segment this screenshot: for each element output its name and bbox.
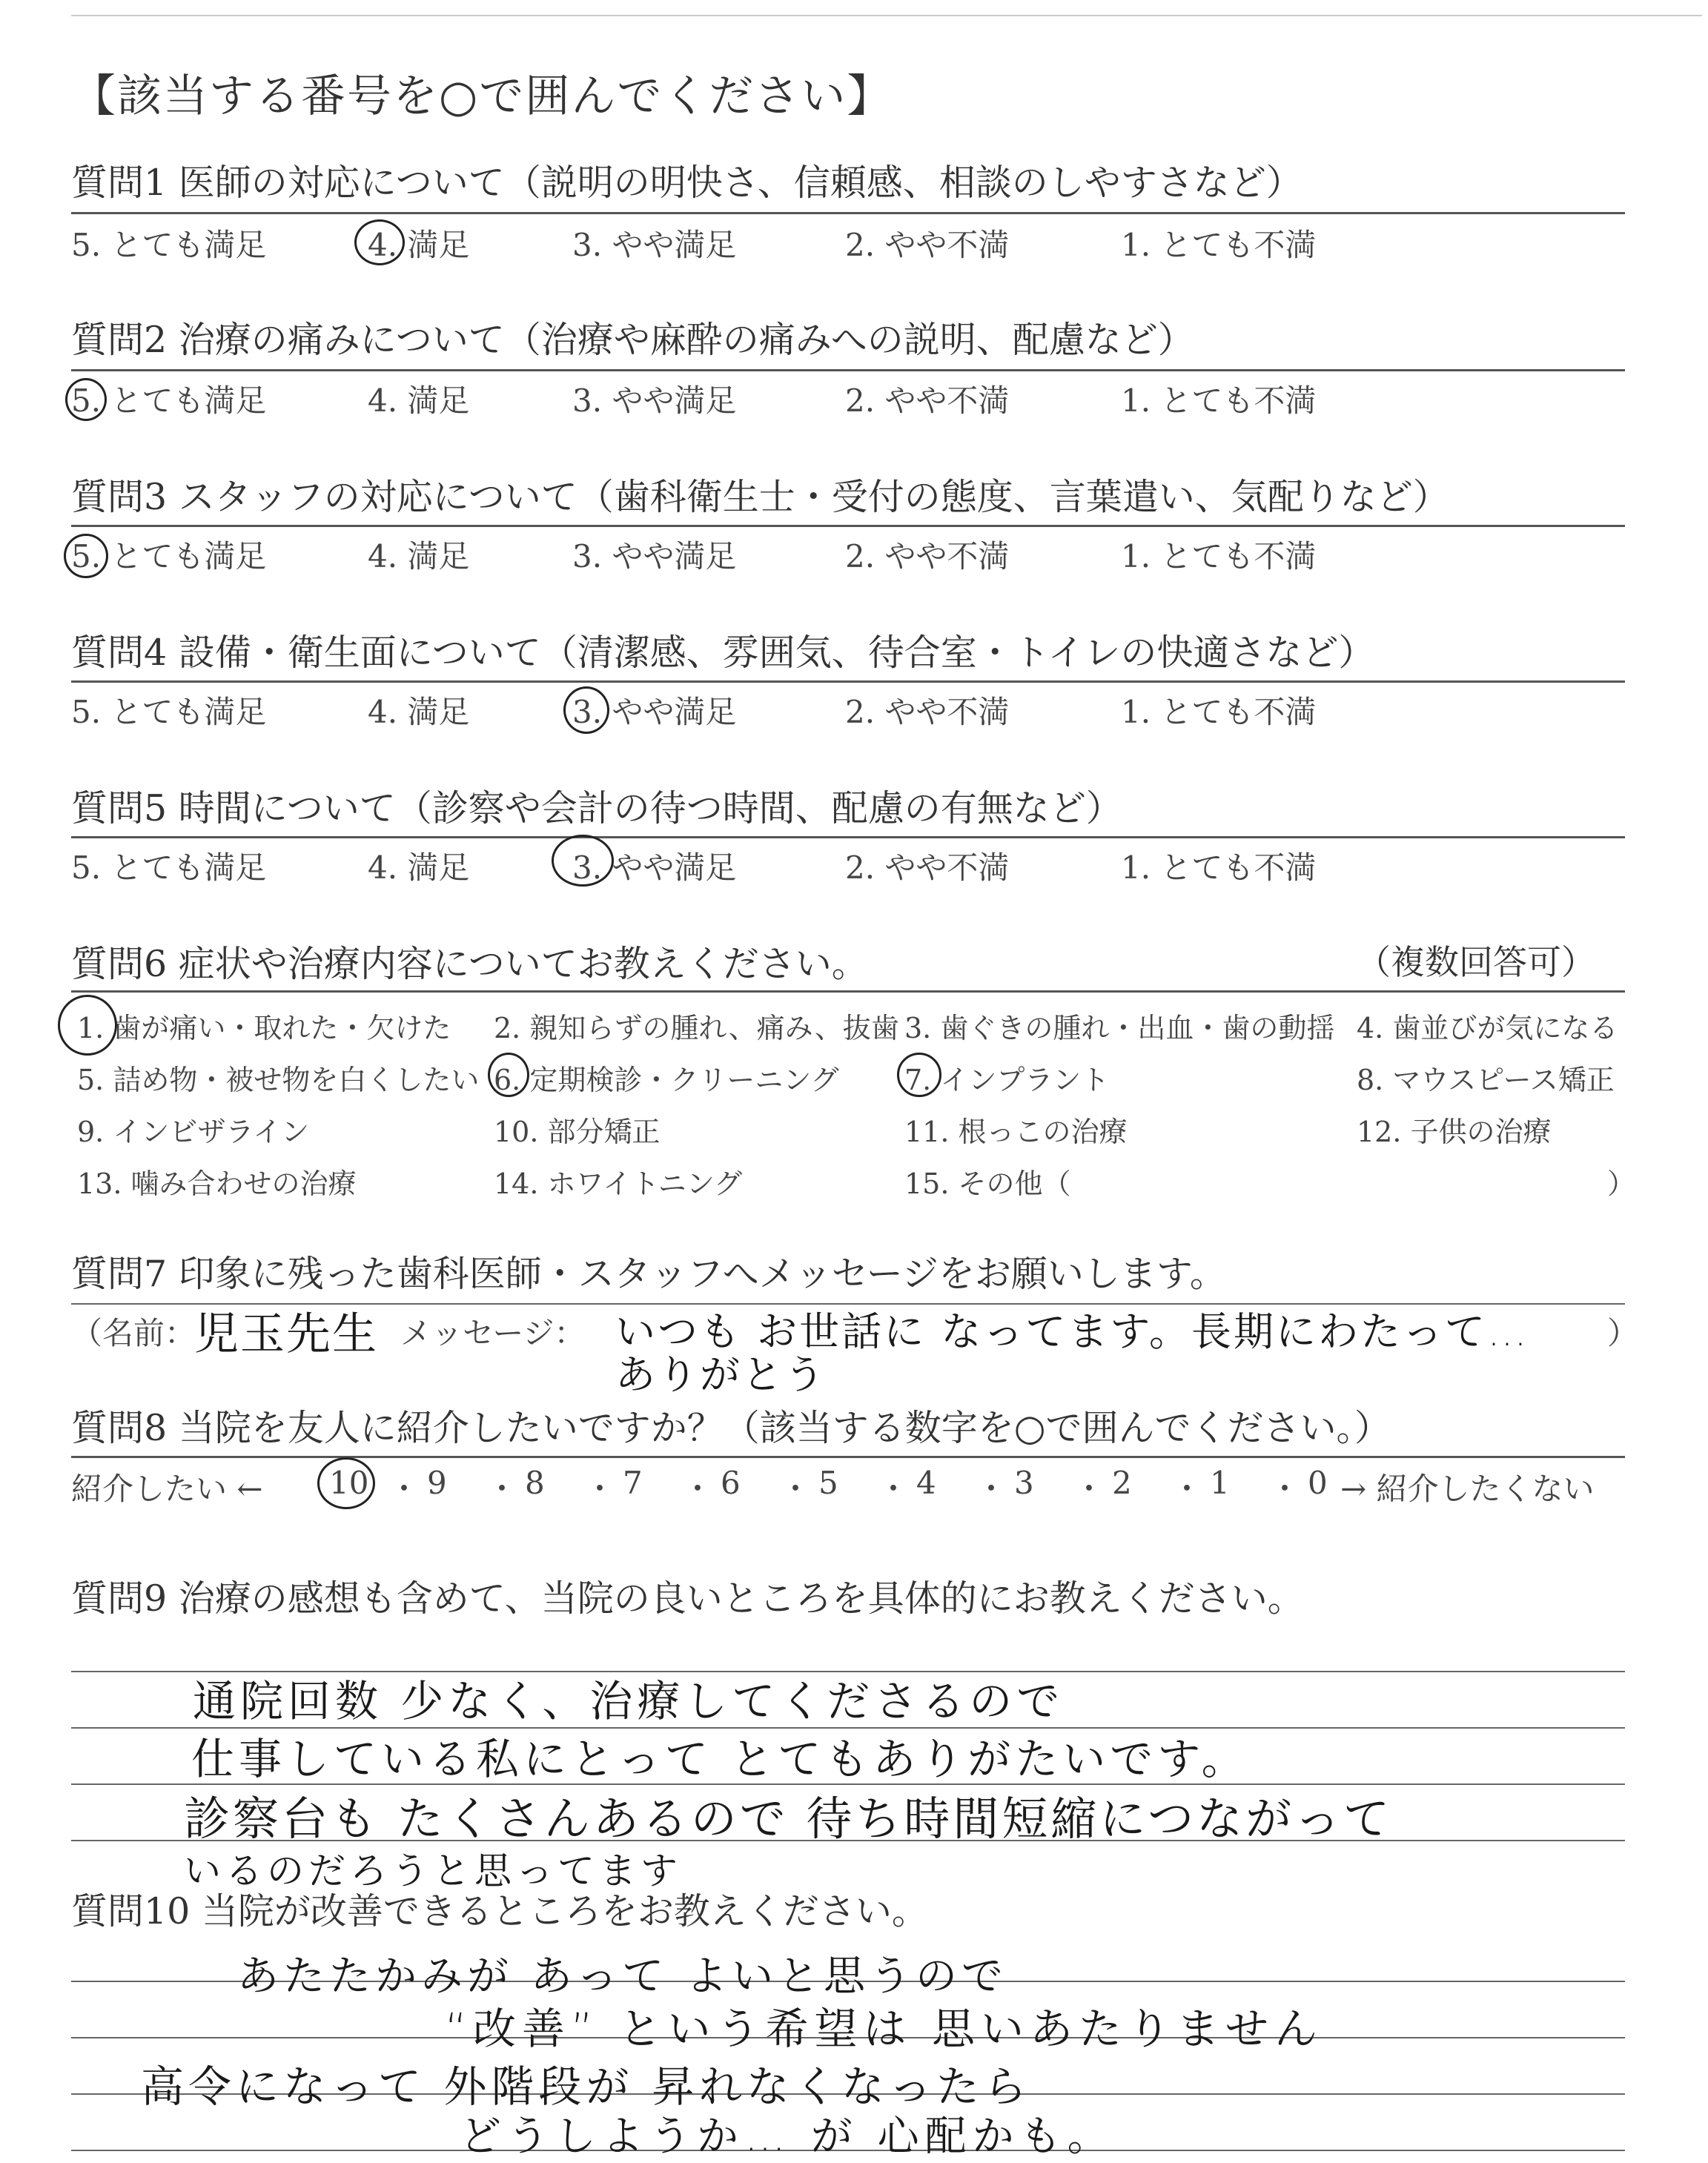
q7-label: 質問7 印象に残った歯科医師・スタッフへメッセージをお願いします。	[71, 1253, 1226, 1295]
q6-selection-circle-1	[58, 995, 117, 1056]
q8-separator-dot: ・	[780, 1471, 812, 1507]
q6-item-11[interactable]: 11. 根っこの治療	[904, 1116, 1128, 1148]
q1-option-5[interactable]: 5. とても満足	[71, 227, 267, 263]
q8-separator-dot: ・	[388, 1471, 420, 1507]
q6-item-5[interactable]: 5. 詰め物・被せ物を白くしたい	[77, 1064, 480, 1096]
q8-right-label: → 紹介したくない	[1340, 1471, 1595, 1507]
q6-item-6[interactable]: 6. 定期検診・クリーニング	[494, 1064, 839, 1096]
q5-divider	[71, 836, 1625, 838]
q2-label: 質問2 治療の痛みについて（治療や麻酔の痛みへの説明、配慮など）	[71, 319, 1194, 361]
q3-label: 質問3 スタッフの対応について（歯科衛生士・受付の態度、言葉遣い、気配りなど）	[71, 476, 1449, 518]
q6-item-7[interactable]: 7. インプラント	[904, 1064, 1110, 1096]
q8-number-3[interactable]: 3	[1014, 1465, 1034, 1501]
q8-number-6[interactable]: 6	[721, 1465, 741, 1501]
q8-separator-dot: ・	[1073, 1471, 1105, 1507]
q10-answer-line-3[interactable]: 高令になって 外階段が 昇れなくなったら	[141, 2061, 1031, 2112]
q6-selection-circle-6	[488, 1053, 529, 1097]
q3-option-2[interactable]: 2. やや不満	[845, 538, 1010, 574]
q8-number-5[interactable]: 5	[818, 1465, 838, 1501]
q9-answer-line-1[interactable]: 通院回数 少なく、治療してくださるので	[193, 1676, 1065, 1726]
q2-option-4[interactable]: 4. 満足	[368, 382, 470, 419]
q1-label: 質問1 医師の対応について（説明の明快さ、信頼感、相談のしやすさなど）	[71, 162, 1302, 204]
q5-option-1[interactable]: 1. とても不満	[1121, 849, 1317, 886]
q8-number-9[interactable]: 9	[427, 1465, 447, 1501]
q6-item-13[interactable]: 13. 噛み合わせの治療	[77, 1167, 357, 1200]
q8-number-1[interactable]: 1	[1210, 1465, 1230, 1501]
q8-separator-dot: ・	[682, 1471, 714, 1507]
q6-divider	[71, 990, 1625, 993]
q4-selection-circle	[563, 686, 609, 734]
q6-item-2[interactable]: 2. 親知らずの腫れ、痛み、抜歯	[494, 1012, 899, 1044]
q9-label: 質問9 治療の感想も含めて、当院の良いところを具体的にお教えください。	[71, 1577, 1304, 1620]
q6-item-1[interactable]: 1. 歯が痛い・取れた・欠けた	[77, 1012, 451, 1044]
q2-selection-circle	[65, 378, 107, 421]
q2-option-2[interactable]: 2. やや不満	[845, 382, 1010, 419]
q6-item-12[interactable]: 12. 子供の治療	[1357, 1116, 1552, 1148]
q6-item-3[interactable]: 3. 歯ぐきの腫れ・出血・歯の動揺	[904, 1012, 1335, 1044]
q6-multiple-note: （複数回答可）	[1357, 942, 1595, 982]
q10-answer-line-4[interactable]: どうしようか… が 心配かも。	[460, 2113, 1115, 2161]
page-title: 【該当する番号を○で囲んでください】	[71, 70, 893, 122]
q10-label: 質問10 当院が改善できるところをお教えください。	[71, 1890, 928, 1932]
q9-answer-line-4[interactable]: いるのだろうと思ってます	[184, 1849, 682, 1892]
q8-separator-dot: ・	[878, 1471, 910, 1507]
q6-item-14[interactable]: 14. ホワイトニング	[494, 1167, 743, 1200]
q6-item-8[interactable]: 8. マウスピース矯正	[1357, 1064, 1615, 1096]
q7-name-label: （名前：	[71, 1315, 196, 1351]
q2-option-3[interactable]: 3. やや満足	[572, 382, 737, 419]
q6-other-close-paren: ）	[1607, 1167, 1636, 1200]
q1-divider	[71, 212, 1625, 214]
q3-option-5[interactable]: 5. とても満足	[71, 538, 267, 574]
q5-option-3[interactable]: 3. やや満足	[572, 849, 737, 886]
q4-option-4[interactable]: 4. 満足	[368, 694, 470, 730]
q5-label: 質問5 時間について（診察や会計の待つ時間、配慮の有無など）	[71, 787, 1122, 829]
q3-option-3[interactable]: 3. やや満足	[572, 538, 737, 574]
q8-number-0[interactable]: 0	[1308, 1465, 1328, 1501]
q8-number-8[interactable]: 8	[525, 1465, 545, 1501]
q1-option-2[interactable]: 2. やや不満	[845, 227, 1010, 263]
q1-option-3[interactable]: 3. やや満足	[572, 227, 737, 263]
q6-item-4[interactable]: 4. 歯並びが気になる	[1357, 1012, 1618, 1044]
q7-name-value[interactable]: 児玉先生	[194, 1308, 378, 1360]
q6-selection-circle-7	[897, 1053, 941, 1097]
q6-item-15[interactable]: 15. その他（	[904, 1167, 1071, 1200]
q10-answer-line-2[interactable]: “改善” という希望は 思いあたりません	[445, 2004, 1323, 2054]
q1-selection-circle	[354, 219, 405, 265]
q8-separator-dot: ・	[1269, 1471, 1301, 1507]
q5-option-2[interactable]: 2. やや不満	[845, 849, 1010, 886]
q8-number-4[interactable]: 4	[916, 1465, 936, 1501]
q4-option-3[interactable]: 3. やや満足	[572, 694, 737, 730]
q4-option-5[interactable]: 5. とても満足	[71, 694, 267, 730]
q1-option-1[interactable]: 1. とても不満	[1121, 227, 1317, 263]
q8-left-label: 紹介したい ←	[71, 1471, 263, 1507]
q8-label: 質問8 当院を友人に紹介したいですか？（該当する数字を○で囲んでください。）	[71, 1407, 1391, 1449]
q9-answer-line-3[interactable]: 診察台も たくさんあるので 待ち時間短縮につながって	[184, 1792, 1393, 1846]
q8-number-2[interactable]: 2	[1112, 1465, 1132, 1501]
q7-message-label: メッセージ：	[400, 1315, 586, 1351]
q7-message-value[interactable]: いつも お世話に なってます。長期にわたって… ありがとう	[615, 1308, 1530, 1398]
q3-divider	[71, 525, 1625, 527]
q3-selection-circle	[64, 534, 108, 578]
q8-separator-dot: ・	[584, 1471, 616, 1507]
q7-close-paren: ）	[1607, 1315, 1639, 1351]
q8-number-10[interactable]: 10	[329, 1465, 369, 1501]
q2-option-1[interactable]: 1. とても不満	[1121, 382, 1317, 419]
q3-option-4[interactable]: 4. 満足	[368, 538, 470, 574]
q2-divider	[71, 369, 1625, 371]
q4-divider	[71, 680, 1625, 683]
q4-label: 質問4 設備・衛生面について（清潔感、雰囲気、待合室・トイレの快適さなど）	[71, 632, 1375, 674]
q8-separator-dot: ・	[486, 1471, 518, 1507]
q5-selection-circle	[552, 835, 614, 887]
q8-separator-dot: ・	[976, 1471, 1007, 1507]
q6-item-9[interactable]: 9. インビザライン	[77, 1116, 310, 1148]
q6-item-10[interactable]: 10. 部分矯正	[494, 1116, 661, 1148]
q9-answer-line-2[interactable]: 仕事している私にとって とてもありがたいです。	[191, 1734, 1249, 1784]
q8-separator-dot: ・	[1171, 1471, 1203, 1507]
q5-option-4[interactable]: 4. 満足	[368, 849, 470, 886]
q2-option-5[interactable]: 5. とても満足	[71, 382, 267, 419]
page-top-edge	[71, 15, 1702, 16]
q4-option-1[interactable]: 1. とても不満	[1121, 694, 1317, 730]
q8-selection-circle	[317, 1457, 375, 1509]
q5-option-5[interactable]: 5. とても満足	[71, 849, 267, 886]
q8-number-7[interactable]: 7	[623, 1465, 643, 1501]
q6-label: 質問6 症状や治療内容についてお教えください。	[71, 943, 868, 985]
q10-answer-line-1[interactable]: あたたかみが あって よいと思うので	[237, 1952, 1008, 2001]
q8-divider	[71, 1456, 1625, 1458]
q3-option-1[interactable]: 1. とても不満	[1121, 538, 1317, 574]
q1-option-4[interactable]: 4. 満足	[368, 227, 470, 263]
q4-option-2[interactable]: 2. やや不満	[845, 694, 1010, 730]
